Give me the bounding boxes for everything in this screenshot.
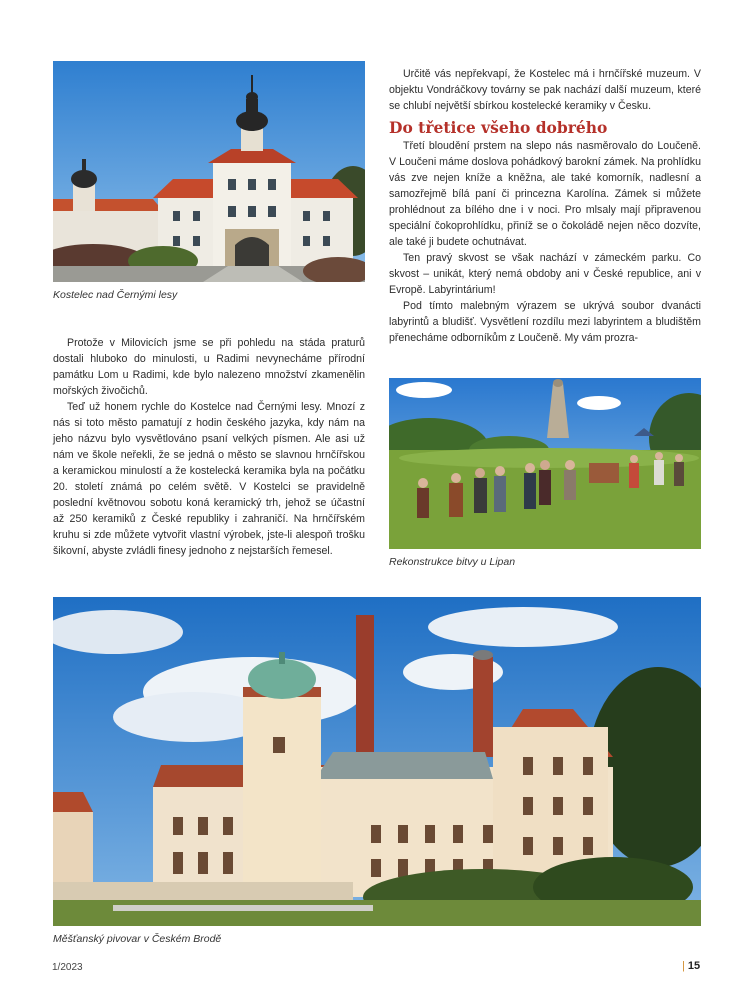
paragraph: Určitě vás nepřekvapí, že Kostelec má i hrnčířské muzeum. V objektu Vondráčkovy továrny se pak nachází další muzeum, které se chlubí největší sbírkou kostelecké keramiky v Česku. <box>389 68 701 112</box>
paragraph: Pod tímto malebným výrazem se ukrývá soubor dvanácti labyrintů a bludišť. Vysvětlení rozdílu mezi labyrintem a bludištěm přenecháme odborníkům z Loučeně. My vám prozra- <box>389 300 701 344</box>
castle-photo <box>53 61 365 282</box>
section-heading: Do třetice všeho dobrého <box>389 118 608 137</box>
brewery-photo <box>53 597 701 926</box>
paragraph: Třetí bloudění prstem na slepo nás nasměrovalo do Loučeně. V Loučeni máme doslova pohádkový barokní zámek. Na prohlídku vás zve nejen kníže a kněžna, ale také komorník, nadlesní a samozřejmě bílá paní či princezna Karolína. Zámek si můžete prohlédnout za bílého dne i v noci. Pro mlsaly mají připravenou speciální čokoprohlídku, přiníž se o čokoládě nejen něco dozvíte, ale také ji budete ochutnávat. <box>389 140 701 248</box>
brewery-photo-caption: Měšťanský pivovar v Českém Brodě <box>53 933 222 945</box>
left-column <box>53 335 365 559</box>
right-column <box>389 66 701 346</box>
page-divider: | <box>682 960 685 972</box>
page-number: 15 <box>687 960 701 972</box>
battle-photo-caption: Rekonstrukce bitvy u Lipan <box>389 556 516 568</box>
issue-number: 1/2023 <box>52 962 83 973</box>
battle-photo <box>389 378 701 549</box>
paragraph: Protože v Milovicích jsme se při pohledu na stáda praturů dostali hluboko do minulosti, u Radimi nevynecháme přírodní památku Lom u Radimi, kde bylo nalezeno množství zkamenělin mořských živočichů. <box>53 337 365 397</box>
paragraph: Ten pravý skvost se však nachází v zámeckém parku. Co skvost – unikát, který nemá obdoby ani v České republice, ani v Evropě. Labyrintárium! <box>389 252 701 296</box>
castle-photo-caption: Kostelec nad Černými lesy <box>53 289 178 301</box>
page-number-block <box>682 960 700 972</box>
paragraph: Teď už honem rychle do Kostelce nad Černými lesy. Mnozí z nás si toto město pamatují z hodin českého jazyka, kdy nám na jeho názvu bylo vysvětlováno psaní velkých písmen. Ale asi už nám ve škole neřekli, že se jedná o město se slavnou hrnčířskou a keramickou minulostí a že kostelecká keramika byla na počátku 20. století známá po celém světě. V Kostelci se pravidelně poslední květnovou sobotu koná keramický trh, jehož se účastní až 250 keramiků z České republiky i zahraničí. Na hrnčířském kruhu si zde můžete vytvořit vlastní výrobek, jste-li alespoň trošku šikovní, abyste zvládli finesy jednoho z nejstarších řemesel. <box>53 401 365 557</box>
